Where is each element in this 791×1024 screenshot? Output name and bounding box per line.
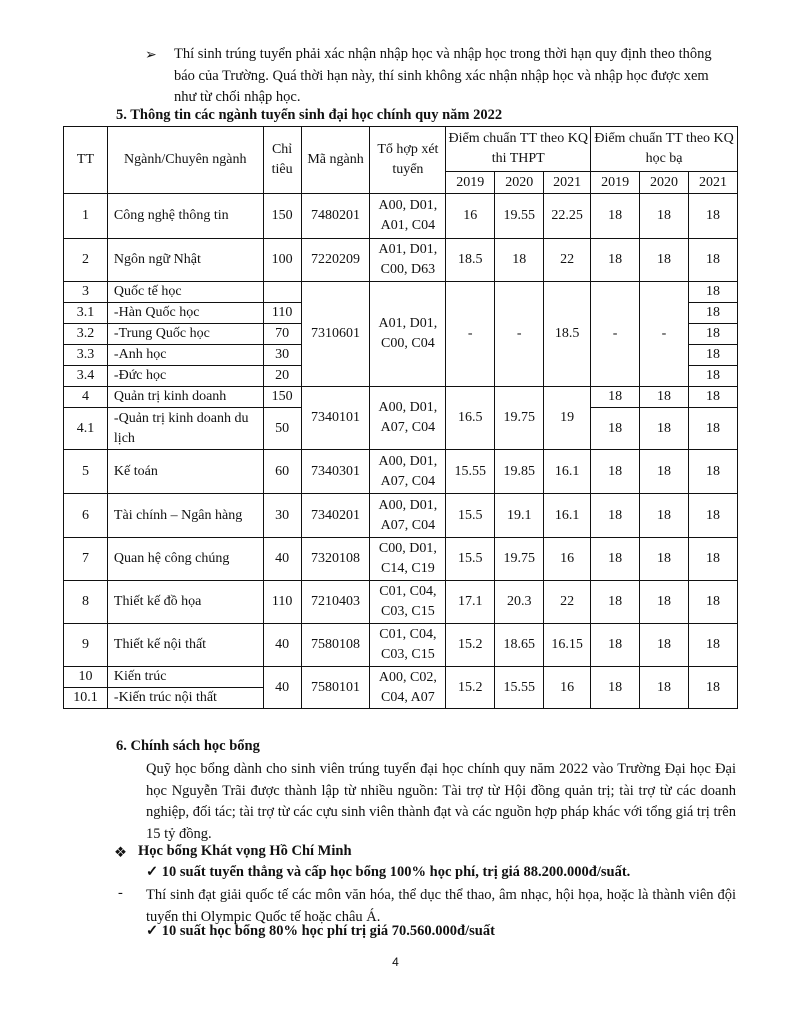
cell-score: 15.55 xyxy=(495,667,544,709)
cell-combo: A00, D01, A07, C04 xyxy=(370,387,446,450)
cell-major: Quan hệ công chúng xyxy=(107,538,263,581)
cell-code: 7580108 xyxy=(301,624,370,667)
cell-score: 16.15 xyxy=(544,624,591,667)
cell-major: -Trung Quốc học xyxy=(107,324,263,345)
cell-score: 18 xyxy=(688,450,737,494)
year-2019: 2019 xyxy=(591,172,640,194)
cell-code: 7310601 xyxy=(301,282,370,387)
cell-score: 18 xyxy=(640,450,689,494)
cell-score: 16.1 xyxy=(544,450,591,494)
cell-major: Thiết kế nội thất xyxy=(107,624,263,667)
cell-score: 18 xyxy=(688,324,737,345)
cell-score: 18 xyxy=(688,667,737,709)
cell-combo: C01, C04, C03, C15 xyxy=(370,624,446,667)
header-tt: TT xyxy=(64,127,108,194)
cell-quota: 60 xyxy=(263,450,301,494)
cell-tt: 10 xyxy=(64,667,108,688)
cell-score: 19 xyxy=(544,387,591,450)
cell-tt: 1 xyxy=(64,194,108,239)
cell-combo: A01, D01, C00, D63 xyxy=(370,239,446,282)
cell-quota: 100 xyxy=(263,239,301,282)
table-row xyxy=(64,450,738,494)
cell-score: 18 xyxy=(640,194,689,239)
header-combo: Tổ hợp xét tuyển xyxy=(370,127,446,194)
cell-score: 20.3 xyxy=(495,581,544,624)
cell-score: 18 xyxy=(591,538,640,581)
cell-score: 19.55 xyxy=(495,194,544,239)
cell-score: 19.1 xyxy=(495,494,544,538)
dash-bullet: - xyxy=(118,885,123,901)
diamond-bullet-icon: ❖ xyxy=(114,845,127,861)
cell-score: - xyxy=(495,282,544,387)
cell-quota: 40 xyxy=(263,667,301,709)
cell-score: 18 xyxy=(688,282,737,303)
header-code: Mã ngành xyxy=(301,127,370,194)
cell-score: 18 xyxy=(688,494,737,538)
cell-score: 18 xyxy=(591,194,640,239)
table-row xyxy=(64,667,738,688)
cell-tt: 4 xyxy=(64,387,108,408)
scholarship-item-2 xyxy=(146,923,495,940)
cell-score: 18 xyxy=(591,494,640,538)
table-row xyxy=(64,624,738,667)
cell-code: 7340201 xyxy=(301,494,370,538)
cell-major: Quốc tế học xyxy=(107,282,263,303)
cell-major: Công nghệ thông tin xyxy=(107,194,263,239)
cell-tt: 8 xyxy=(64,581,108,624)
table-row xyxy=(64,538,738,581)
table-header-row xyxy=(64,127,738,172)
cell-code: 7340101 xyxy=(301,387,370,450)
cell-quota: 150 xyxy=(263,194,301,239)
cell-score: - xyxy=(446,282,495,387)
table-row xyxy=(64,282,738,303)
cell-major: -Đức học xyxy=(107,366,263,387)
cell-score: 18 xyxy=(640,387,689,408)
year-2019: 2019 xyxy=(446,172,495,194)
cell-score: 18 xyxy=(640,494,689,538)
cell-combo: A00, C02, C04, A07 xyxy=(370,667,446,709)
cell-score: 18 xyxy=(688,408,737,450)
scholarship-title: Học bổng Khát vọng Hồ Chí Minh xyxy=(138,843,352,859)
cell-tt: 9 xyxy=(64,624,108,667)
cell-score: 18 xyxy=(688,624,737,667)
cell-score: 18 xyxy=(688,581,737,624)
cell-score: 18 xyxy=(591,581,640,624)
cell-major: Tài chính – Ngân hàng xyxy=(107,494,263,538)
scholarship-paragraph: Quỹ học bổng dành cho sinh viên trúng tuyển đại học chính quy năm 2022 vào Trường Đại học Đại học Nguyễn Trãi được thành lập từ nhiều nguồn: Tài trợ từ Hội đồng quản trị; tài trợ từ các doanh nghiệp, đối tác; tài trợ từ các cựu sinh viên thành đạt và các nguồn hợp pháp khác với tổng giá trị trên 15 tỷ đồng. xyxy=(146,761,736,842)
cell-score: 18 xyxy=(688,366,737,387)
cell-score: 19.75 xyxy=(495,387,544,450)
intro-paragraph: Thí sinh trúng tuyển phải xác nhận nhập học và nhập học trong thời hạn quy định theo thông báo của Trường. Quá thời hạn này, thí sinh không xác nhận nhập học và nhập học được xem như từ chối nhập học. xyxy=(174,46,712,105)
cell-combo: A00, D01, A07, C04 xyxy=(370,450,446,494)
cell-tt: 5 xyxy=(64,450,108,494)
cell-score: 18 xyxy=(640,667,689,709)
cell-tt: 3 xyxy=(64,282,108,303)
cell-quota: 40 xyxy=(263,624,301,667)
page-number: 4 xyxy=(392,955,399,969)
year-2020: 2020 xyxy=(495,172,544,194)
section-6-heading: 6. Chính sách học bổng xyxy=(116,738,260,754)
table-row xyxy=(64,494,738,538)
cell-score: 22 xyxy=(544,581,591,624)
cell-score: 18 xyxy=(640,538,689,581)
cell-quota: 40 xyxy=(263,538,301,581)
cell-major: Ngôn ngữ Nhật xyxy=(107,239,263,282)
cell-major: Kiến trúc xyxy=(107,667,263,688)
cell-score: 15.2 xyxy=(446,667,495,709)
cell-score: 22.25 xyxy=(544,194,591,239)
year-2021: 2021 xyxy=(544,172,591,194)
cell-score: 16 xyxy=(544,538,591,581)
cell-combo: A00, D01, A07, C04 xyxy=(370,494,446,538)
table-row xyxy=(64,387,738,408)
cell-quota: 110 xyxy=(263,581,301,624)
cell-score: 18 xyxy=(640,581,689,624)
cell-score: 15.2 xyxy=(446,624,495,667)
cell-major: -Quản trị kinh doanh du lịch xyxy=(107,408,263,450)
cell-tt: 2 xyxy=(64,239,108,282)
admission-table xyxy=(63,126,738,709)
cell-score: 18 xyxy=(640,624,689,667)
cell-score: 19.75 xyxy=(495,538,544,581)
cell-combo: A00, D01, A01, C04 xyxy=(370,194,446,239)
cell-major: -Kiến trúc nội thất xyxy=(107,688,263,709)
cell-code: 7340301 xyxy=(301,450,370,494)
header-hocba: Điểm chuẩn TT theo KQ học bạ xyxy=(591,127,738,172)
cell-score: 15.5 xyxy=(446,494,495,538)
cell-score: 19.85 xyxy=(495,450,544,494)
cell-code: 7320108 xyxy=(301,538,370,581)
header-quota: Chỉ tiêu xyxy=(263,127,301,194)
cell-score: 18 xyxy=(688,303,737,324)
section-5-heading: 5. Thông tin các ngành tuyển sinh đại học chính quy năm 2022 xyxy=(116,107,503,123)
header-major: Ngành/Chuyên ngành xyxy=(107,127,263,194)
cell-major: -Anh học xyxy=(107,345,263,366)
cell-score: 15.5 xyxy=(446,538,495,581)
cell-tt: 3.2 xyxy=(64,324,108,345)
cell-quota: 110 xyxy=(263,303,301,324)
cell-quota: 30 xyxy=(263,494,301,538)
cell-score: 16.1 xyxy=(544,494,591,538)
cell-quota xyxy=(263,282,301,303)
cell-score: 18.5 xyxy=(544,282,591,387)
year-2021: 2021 xyxy=(688,172,737,194)
cell-quota: 20 xyxy=(263,366,301,387)
table-row xyxy=(64,239,738,282)
cell-score: - xyxy=(640,282,689,387)
scholarship-item-2-text: 10 suất học bổng 80% học phí trị giá 70.560.000đ/suất xyxy=(161,923,495,939)
cell-score: 18 xyxy=(688,239,737,282)
cell-combo: C00, D01, C14, C19 xyxy=(370,538,446,581)
cell-tt: 3.4 xyxy=(64,366,108,387)
cell-score: 18 xyxy=(591,624,640,667)
cell-code: 7580101 xyxy=(301,667,370,709)
cell-score: 18 xyxy=(688,194,737,239)
cell-score: 18.65 xyxy=(495,624,544,667)
cell-score: 16 xyxy=(446,194,495,239)
cell-tt: 4.1 xyxy=(64,408,108,450)
scholarship-item-1 xyxy=(146,864,630,881)
cell-code: 7220209 xyxy=(301,239,370,282)
cell-score: 16 xyxy=(544,667,591,709)
cell-score: 16.5 xyxy=(446,387,495,450)
cell-tt: 6 xyxy=(64,494,108,538)
cell-score: 18 xyxy=(591,239,640,282)
cell-quota: 50 xyxy=(263,408,301,450)
cell-major: Kế toán xyxy=(107,450,263,494)
cell-combo: A01, D01, C00, C04 xyxy=(370,282,446,387)
cell-major: Quản trị kinh doanh xyxy=(107,387,263,408)
cell-score: - xyxy=(591,282,640,387)
cell-score: 18 xyxy=(591,450,640,494)
cell-score: 18 xyxy=(688,538,737,581)
cell-major: Thiết kế đồ họa xyxy=(107,581,263,624)
check-icon: ✓ xyxy=(146,864,159,880)
cell-score: 18 xyxy=(495,239,544,282)
cell-score: 18 xyxy=(640,408,689,450)
cell-combo: C01, C04, C03, C15 xyxy=(370,581,446,624)
cell-score: 18 xyxy=(591,387,640,408)
year-2020: 2020 xyxy=(640,172,689,194)
cell-quota: 150 xyxy=(263,387,301,408)
cell-quota: 70 xyxy=(263,324,301,345)
table-row xyxy=(64,581,738,624)
condition-paragraph: Thí sinh đạt giải quốc tế các môn văn hóa, thể dục thể thao, âm nhạc, hội họa, hoặc là thành viên đội tuyển thi Olympic Quốc tế hoặc châu Á. xyxy=(146,887,736,925)
cell-tt: 3.3 xyxy=(64,345,108,366)
cell-code: 7210403 xyxy=(301,581,370,624)
cell-score: 18 xyxy=(591,408,640,450)
cell-score: 18.5 xyxy=(446,239,495,282)
cell-score: 18 xyxy=(688,345,737,366)
cell-tt: 7 xyxy=(64,538,108,581)
cell-score: 18 xyxy=(688,387,737,408)
arrow-bullet-icon: ➢ xyxy=(145,48,157,63)
scholarship-item-1-text: 10 suất tuyển thẳng và cấp học bổng 100% học phí, trị giá 88.200.000đ/suất. xyxy=(161,864,631,880)
cell-tt: 10.1 xyxy=(64,688,108,709)
cell-score: 22 xyxy=(544,239,591,282)
cell-score: 18 xyxy=(591,667,640,709)
cell-tt: 3.1 xyxy=(64,303,108,324)
cell-score: 15.55 xyxy=(446,450,495,494)
cell-major: -Hàn Quốc học xyxy=(107,303,263,324)
cell-quota: 30 xyxy=(263,345,301,366)
cell-code: 7480201 xyxy=(301,194,370,239)
check-icon: ✓ xyxy=(146,923,159,939)
table-row xyxy=(64,194,738,239)
cell-score: 17.1 xyxy=(446,581,495,624)
header-thpt: Điểm chuẩn TT theo KQ thi THPT xyxy=(446,127,591,172)
cell-score: 18 xyxy=(640,239,689,282)
